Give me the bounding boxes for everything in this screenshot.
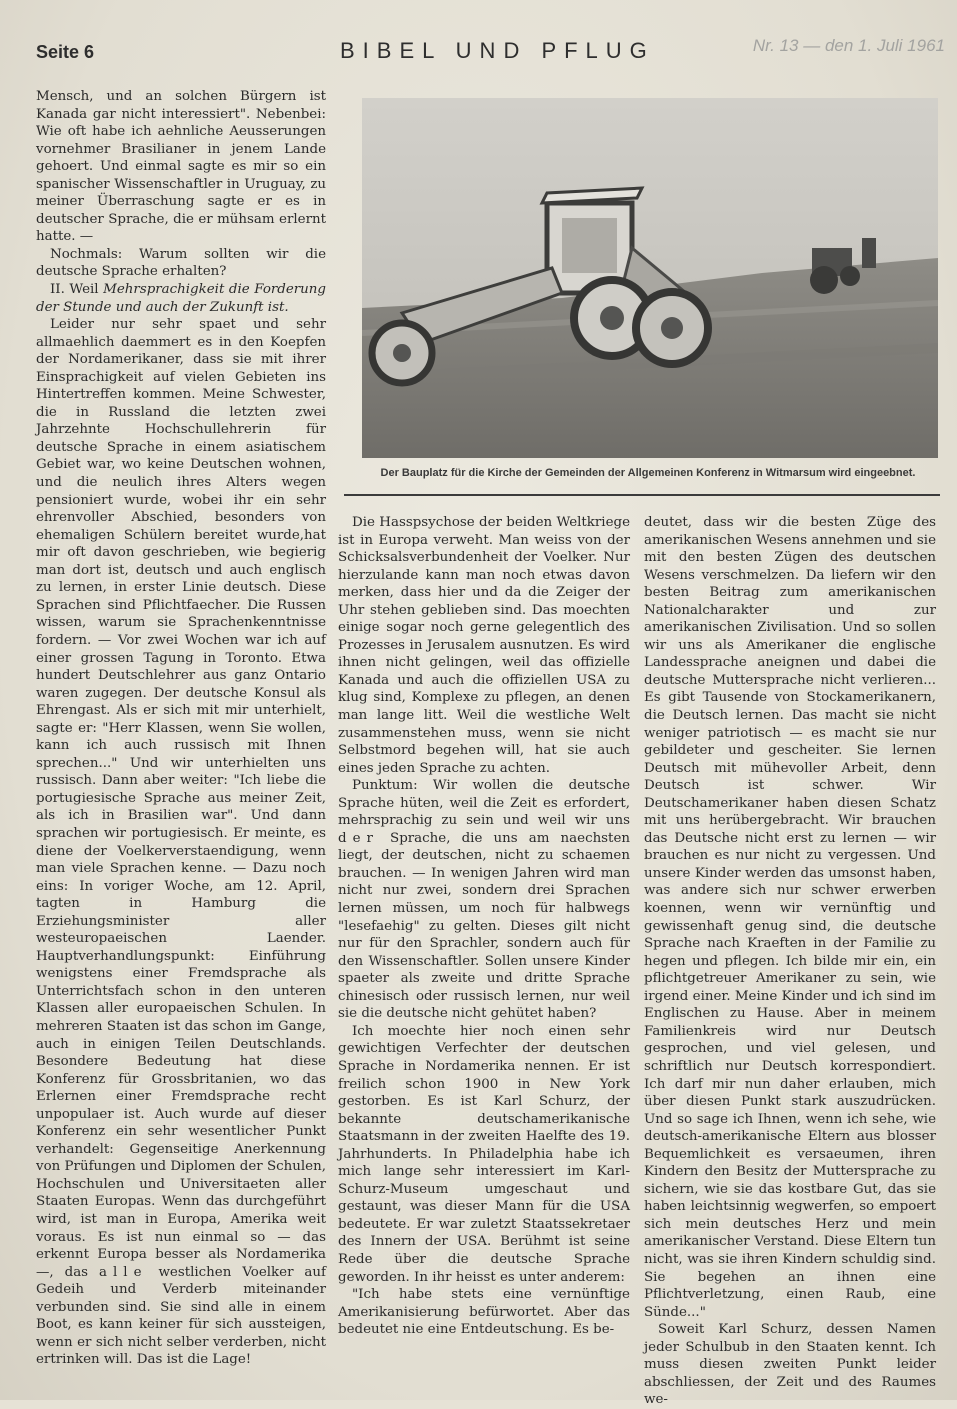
spaced-word: der [338,830,379,846]
page-number: Seite 6 [36,42,95,62]
column-3 [644,514,936,1409]
paragraph: "Ich habe stets eine vernünftige Amerikanisierung befürwortet. Aber das bedeutet nie eine Entdeutschung. Es be- [338,1287,630,1338]
paragraph: Soweit Karl Schurz, dessen Namen jeder Schulbub in den Staaten kennt. Ich muss diesen zweiten Punkt leider abschliessen, der Zeit und des Raumes we- [644,1322,936,1408]
paragraph: Die Hasspsychose der beiden Weltkriege ist in Europa verweht. Man weiss von der Schicksalsverbundenheit der Voelker. Nur hierzulande kann man noch etwas davon merken, dass hier und da die Zeiger der Uhr stehen geblieben sind. Das moechten einige sogar noch gerne gelegentlich des Prozesses in Jerusalem ausnutzen. Es wird ihnen nicht gelingen, weil das offizielle Kanada und auch die offiziellen USA zu klug sind, Komplexe zu pflegen, an denen man lange litt. Weil die westliche Welt zusammenstehen muss, wenn sie nicht Selbstmord begehen will, hat sie auch eines jeden Sprache zu achten. [338,515,630,776]
grader-image [362,98,938,458]
construction-site-photo [362,98,938,458]
column-1 [36,88,326,1369]
paragraph: deutet, dass wir die besten Züge des amerikanischen Wesens annehmen und sie mit den besten Zügen des deutschen Wesens verschmelzen. Da liefern wir den besten Beitrag zum amerikanischen Nationalcharakter und zur amerikanischen Zivilisation. Und so sollen wir uns als Amerikaner die englische Landessprache aneignen und dabei die deutsche Muttersprache nicht verlieren... Es gibt Tausende von Stockamerikanern, die Deutsch lernen. Das macht sie nicht weniger patriotisch — es macht sie nur gebildeter und gescheiter. Sie lernen Deutsch mit mühevoller Arbeit, denn Deutsch ist schwer. Wir Deutschamerikaner haben diesen Schatz mit uns herübergebracht. Wir brauchen das Deutsche nicht erst zu lernen — wir brauchen es nur nicht zu vergessen. Und unsere Kinder werden das umsonst haben, was andere sich nur schwer erwerben koennen, wenn wir vernünftig und gewissenhaft genug sind, die deutsche Sprache nach Kraeften in der Familie zu hegen und pflegen. Ich bilde mir ein, ein pflichtgetreuer Amerikaner zu sein, wie irgend einer. Meine Kinder und ich sind im Englischen zu Hause. Aber in meinem Familienkreis wird nur Deutsch gesprochen, und viel gelesen, und schriftlich nur Deutsch korrespondiert. Ich darf mir nun daher erlauben, mich über diesen Punkt stark auszudrücken. Und so sage ich Ihnen, wenn ich sehe, wie deutsch-amerikanische Eltern aus blosser Bequemlichkeit es versaeumen, ihren Kindern den Besitz der Muttersprache zu sichern, wie sie das kostbare Gut, das sie haben leichtsinnig wegwerfen, so empoert sich mein deutsches Herz und mein amerikanischer Verstand. Diese Eltern tun nicht, was sie ihren Kindern schuldig sind. Sie begehen an ihnen eine Pflichtverletzung, einen Raub, eine Sünde..." [644,515,936,1320]
photo-caption: Der Bauplatz für die Kirche der Gemeinden der Allgemeinen Konferenz in Witmarsum wird eingeebnet. [380,467,916,479]
paragraph [36,281,326,316]
paragraph-text: westlichen Voelker auf Gedeih und Verderb miteinander verbunden sind. Sie sind alle in einem Boot, es kann keiner für sich aussteigen, wenn er sich nicht selber verderben, nicht ertrinken will. Das ist die Lage! [36,1264,326,1368]
paragraph: Ich moechte hier noch einen sehr gewichtigen Verfechter der deutschen Sprache in Nordamerika nennen. Er ist freilich schon 1900 in New York gestorben. Es ist Karl Schurz, der bekannte deutschamerikanische Staatsmann in der zweiten Haelfte des 19. Jahrhunderts. In Philadelphia habe ich mich lange sehr interessiert im Karl-Schurz-Museum umgeschaut und gestaunt, was dieser Mann für die USA bedeutete. Er war zuletzt Staatssekretaer des Innern der USA. Berühmt ist seine Rede über die deutsche Sprache geworden. In ihr heisst es unter anderem: [338,1023,630,1285]
section-heading-italic: Mehrsprachigkeit die Forderung der Stunde und auch der Zukunft ist. [36,282,326,315]
paragraph [338,777,630,1023]
divider-rule [344,494,940,496]
spaced-word: alle [99,1264,148,1280]
issue-date: Nr. 13 — den 1. Juli 1961 [752,36,945,55]
paragraph-text: Leider nur sehr spaet und sehr allmaehlich daemmert es in den Koepfen der Nordamerikaner, dass sie mit ihrer Einsprachigkeit auf vielen Gebieten ins Hintertreffen kommen. Meine Schwester, die in Russland die letzten zwei Jahrzehnte Hochschullehrerin für deutsche Sprache in einem asiatischem Gebiet war, wo keine Deutschen wohnen, und die neulich ihres Alters wegen pensioniert wurde, wobei ihr ein sehr ehrenvoller Abschied, besonders von ehemaligen Schülern bereitet wurde,hat mir oft davon geschrieben, wie begierig man dort ist, deutsch und auch englisch zu lernen, in erster Linie deutsch. Diese Sprachen sind Pflichtfaecher. Die Russen wissen, warum sie Sprachenkenntnisse fordern. — Vor zwei Wochen war ich auf einer grossen Tagung in Toronto. Etwa hundert Deutschlehrer aus ganz Ontario waren zugegen. Der deutsche Konsul als Ehrengast. Als er sich mit mir unterhielt, sagte er: "Herr Klassen, wenn Sie wollen, kann ich auch russisch mit Ihnen sprechen..." Und wir unterhielten uns russisch. Dann aber weiter: "Ich liebe die portugiesische Sprache aus meiner Zeit, als ich in Brasilien war". Und dann sprachen wir portugiesisch. Er meinte, es diene der Voelkerverstaendigung, wenn man viele Sprachen kenne. — Dazu noch eins: In voriger Woche, am 12. April, tagten in Hamburg die Erziehungsminister aller westeuropaeischen Laender. Hauptverhandlungspunkt: Einführung wenigstens einer Fremdsprache als Unterrichtsfach schon in den unteren Klassen aller europaeischen Schulen. In mehreren Staaten ist das schon im Gange, auch in einigen Teilen Deutschlands. Besondere Bedeutung hat diese Konferenz für Grossbritanien, wo das Erlernen einer Fremdsprache recht unpopulaer ist. Auch wurde auf dieser Konferenz ein sehr wesentlicher Punkt verhandelt: Gegenseitige Anerkennung von Prüfungen und Diplomen der Schulen, Hochschulen und Universitaeten aller Staaten Europas. Wenn das durchgeführt wird, ist man in Europa, Amerika weit voraus. Es ist nun einmal so — das erkennt Europa besser als Nordamerika —, das [36,317,326,1280]
paragraph [36,316,326,1369]
paragraph: Mensch, und an solchen Bürgern ist Kanada gar nicht interessiert". Nebenbei: Wie oft habe ich aehnliche Aeusserungen vornehmer Brasilianer in jenem Lande gehoert. Und einmal sagte es mir so ein spanischer Wissenschaftler in Uruguay, zu meiner Überraschung sagte er es in deutscher Sprache, die er mühsam erlernt hatte. — [36,89,326,245]
publication-title: BIBEL UND PFLUG [340,38,655,63]
section-heading: II. Weil [50,282,104,298]
paragraph-text: Punktum: Wir wollen die deutsche Sprache hüten, weil die Zeit es erfordert, mehrsprachig zu sein und weil wir uns [338,778,630,829]
paragraph-text: Sprache, die uns am naechsten liegt, der deutschen, nicht zu schaemen brauchen. — In wenigen Jahren wird man nicht nur zwei, sondern drei Sprachen lernen müssen, um noch für halbwegs "lesefaehig" zu gelten. Dieses gilt nicht nur für den Sprachler, sondern auch für den Wissenschaftler. Sollen unsere Kinder spaeter als zweite und dritte Sprache chinesisch oder russisch lernen, nur weil sie die deutsche nicht gehütet haben? [338,830,630,1022]
column-2 [338,514,630,1339]
paragraph: Nochmals: Warum sollten wir die deutsche Sprache erhalten? [36,246,326,280]
